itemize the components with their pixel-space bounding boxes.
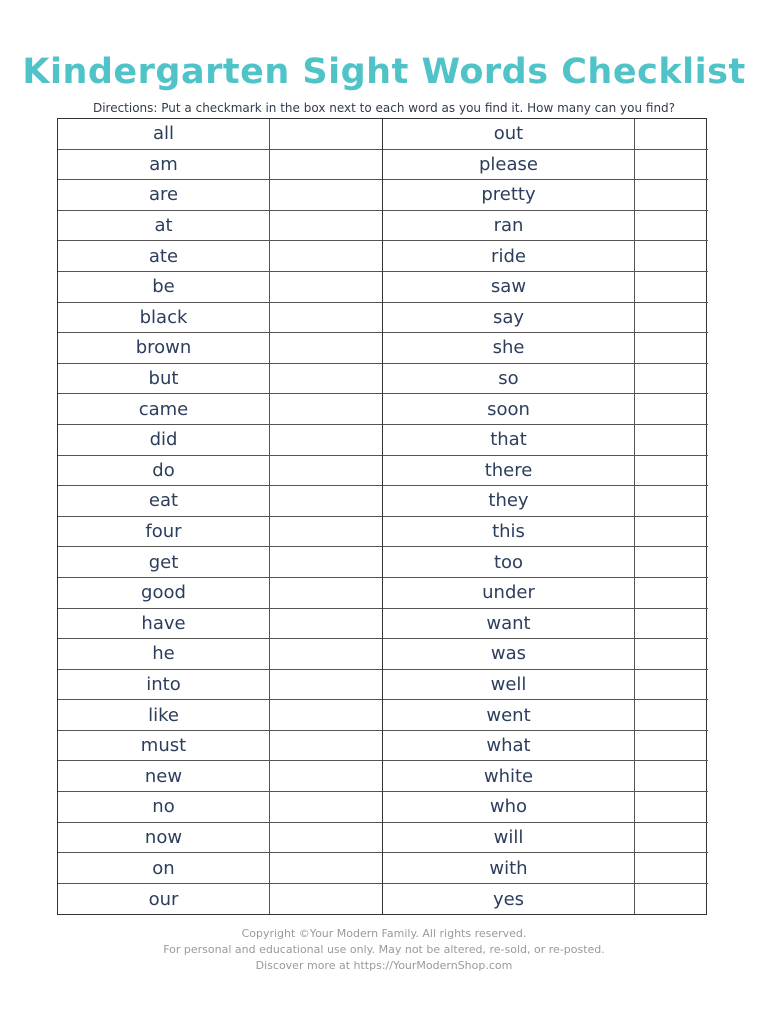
checkmark-box[interactable] — [270, 700, 383, 730]
sight-word: on — [58, 853, 270, 883]
word-row — [58, 761, 383, 792]
sight-word: am — [58, 150, 270, 180]
checkmark-box[interactable] — [635, 761, 708, 791]
checkmark-box[interactable] — [270, 547, 383, 577]
word-row — [383, 761, 708, 792]
sight-word: at — [58, 211, 270, 241]
word-row — [383, 792, 708, 823]
checkmark-box[interactable] — [635, 211, 708, 241]
checkmark-box[interactable] — [635, 303, 708, 333]
word-row — [383, 333, 708, 364]
sight-word: yes — [383, 884, 635, 915]
sight-word: like — [58, 700, 270, 730]
usage-line: For personal and educational use only. May not be altered, re-sold, or re-posted. — [163, 943, 605, 956]
sight-word: that — [383, 425, 635, 455]
checkmark-box[interactable] — [270, 425, 383, 455]
word-row — [383, 272, 708, 303]
word-row — [58, 211, 383, 242]
checkmark-box[interactable] — [635, 333, 708, 363]
sight-word: under — [383, 578, 635, 608]
sight-word: who — [383, 792, 635, 822]
word-row — [383, 364, 708, 395]
checkmark-box[interactable] — [270, 884, 383, 915]
sight-word: went — [383, 700, 635, 730]
sight-word: did — [58, 425, 270, 455]
word-row — [58, 241, 383, 272]
sight-word: now — [58, 823, 270, 853]
checkmark-box[interactable] — [635, 150, 708, 180]
sight-word: but — [58, 364, 270, 394]
sight-word: please — [383, 150, 635, 180]
word-row — [383, 180, 708, 211]
checkmark-box[interactable] — [270, 150, 383, 180]
word-row — [383, 241, 708, 272]
word-row — [383, 853, 708, 884]
right-word-column — [382, 119, 708, 914]
word-row — [383, 517, 708, 548]
checkmark-box[interactable] — [635, 119, 708, 149]
sight-word: he — [58, 639, 270, 669]
sight-word: get — [58, 547, 270, 577]
sight-word: ride — [383, 241, 635, 271]
sight-word: too — [383, 547, 635, 577]
sight-word: want — [383, 609, 635, 639]
sight-word: will — [383, 823, 635, 853]
checkmark-box[interactable] — [635, 394, 708, 424]
checkmark-box[interactable] — [635, 364, 708, 394]
sight-word: brown — [58, 333, 270, 363]
checkmark-box[interactable] — [635, 731, 708, 761]
word-row — [383, 456, 708, 487]
word-row — [58, 180, 383, 211]
checkmark-box[interactable] — [270, 333, 383, 363]
directions-text: Directions: Put a checkmark in the box next to each word as you find it. How many can you find? — [92, 101, 676, 115]
word-row — [383, 823, 708, 854]
word-row — [58, 639, 383, 670]
sight-word: are — [58, 180, 270, 210]
word-row — [58, 700, 383, 731]
word-row — [383, 731, 708, 762]
word-row — [383, 639, 708, 670]
checkmark-box[interactable] — [270, 394, 383, 424]
checkmark-box[interactable] — [270, 639, 383, 669]
copyright-line: Copyright ©Your Modern Family. All rights reserved. — [241, 927, 527, 940]
checkmark-box[interactable] — [270, 241, 383, 271]
word-row — [58, 394, 383, 425]
sight-word: eat — [58, 486, 270, 516]
left-word-column — [58, 119, 383, 914]
checkmark-box[interactable] — [270, 517, 383, 547]
sight-word: good — [58, 578, 270, 608]
checkmark-box[interactable] — [635, 547, 708, 577]
checkmark-box[interactable] — [270, 792, 383, 822]
checkmark-box[interactable] — [635, 823, 708, 853]
word-row — [383, 578, 708, 609]
sight-word: be — [58, 272, 270, 302]
sight-word: what — [383, 731, 635, 761]
checkmark-box[interactable] — [635, 609, 708, 639]
checkmark-box[interactable] — [270, 823, 383, 853]
checkmark-box[interactable] — [635, 425, 708, 455]
sight-word: she — [383, 333, 635, 363]
word-row — [58, 609, 383, 640]
sight-word: say — [383, 303, 635, 333]
sight-word: white — [383, 761, 635, 791]
word-row — [58, 853, 383, 884]
checkmark-box[interactable] — [270, 486, 383, 516]
checkmark-box[interactable] — [270, 578, 383, 608]
website-line: Discover more at https://YourModernShop.com — [255, 959, 513, 972]
word-row — [58, 517, 383, 548]
checkmark-box[interactable] — [635, 700, 708, 730]
word-row — [383, 211, 708, 242]
word-row — [383, 670, 708, 701]
word-row — [58, 303, 383, 334]
page-title: Kindergarten Sight Words Checklist — [22, 52, 746, 92]
sight-word: must — [58, 731, 270, 761]
sight-word: pretty — [383, 180, 635, 210]
word-row — [58, 823, 383, 854]
word-row — [383, 119, 708, 150]
checkmark-box[interactable] — [270, 180, 383, 210]
word-row — [58, 456, 383, 487]
sight-word: new — [58, 761, 270, 791]
checkmark-box[interactable] — [270, 119, 383, 149]
word-row — [58, 731, 383, 762]
checkmark-box[interactable] — [270, 303, 383, 333]
checkmark-box[interactable] — [270, 272, 383, 302]
checkmark-box[interactable] — [270, 211, 383, 241]
sight-word: our — [58, 884, 270, 915]
sight-word: ate — [58, 241, 270, 271]
checkmark-box[interactable] — [635, 853, 708, 883]
word-row — [58, 486, 383, 517]
checkmark-box[interactable] — [270, 456, 383, 486]
checkmark-box[interactable] — [635, 241, 708, 271]
checkmark-box[interactable] — [635, 486, 708, 516]
word-row — [58, 578, 383, 609]
word-row — [383, 425, 708, 456]
checkmark-box[interactable] — [635, 180, 708, 210]
word-row — [58, 364, 383, 395]
checkmark-box[interactable] — [270, 853, 383, 883]
sight-word: this — [383, 517, 635, 547]
checklist-table — [57, 118, 707, 915]
checkmark-box[interactable] — [270, 609, 383, 639]
checkmark-box[interactable] — [635, 792, 708, 822]
word-row — [383, 547, 708, 578]
word-row — [383, 150, 708, 181]
word-row — [58, 425, 383, 456]
sight-word: there — [383, 456, 635, 486]
sight-word: all — [58, 119, 270, 149]
sight-word: came — [58, 394, 270, 424]
sight-word: saw — [383, 272, 635, 302]
word-row — [58, 547, 383, 578]
sight-word: so — [383, 364, 635, 394]
sight-word: ran — [383, 211, 635, 241]
sight-word: they — [383, 486, 635, 516]
word-row — [58, 792, 383, 823]
word-row — [383, 394, 708, 425]
word-row — [58, 884, 383, 915]
checkmark-box[interactable] — [635, 578, 708, 608]
word-row — [58, 119, 383, 150]
word-row — [383, 609, 708, 640]
word-row — [383, 486, 708, 517]
sight-word: have — [58, 609, 270, 639]
checkmark-box[interactable] — [635, 670, 708, 700]
checkmark-box[interactable] — [635, 456, 708, 486]
sight-word: was — [383, 639, 635, 669]
checkmark-box[interactable] — [270, 364, 383, 394]
checkmark-box[interactable] — [270, 670, 383, 700]
word-row — [383, 884, 708, 915]
word-row — [383, 700, 708, 731]
sight-word: with — [383, 853, 635, 883]
checkmark-box[interactable] — [635, 517, 708, 547]
sight-word: black — [58, 303, 270, 333]
word-row — [58, 272, 383, 303]
sight-word: four — [58, 517, 270, 547]
checkmark-box[interactable] — [635, 272, 708, 302]
sight-word: into — [58, 670, 270, 700]
sight-word: out — [383, 119, 635, 149]
word-row — [383, 303, 708, 334]
sight-word: well — [383, 670, 635, 700]
checkmark-box[interactable] — [270, 761, 383, 791]
footer — [0, 926, 768, 974]
checkmark-box[interactable] — [635, 884, 708, 915]
word-row — [58, 333, 383, 364]
checkmark-box[interactable] — [270, 731, 383, 761]
word-row — [58, 670, 383, 701]
sight-word: no — [58, 792, 270, 822]
sight-word: do — [58, 456, 270, 486]
checkmark-box[interactable] — [635, 639, 708, 669]
word-row — [58, 150, 383, 181]
sight-word: soon — [383, 394, 635, 424]
